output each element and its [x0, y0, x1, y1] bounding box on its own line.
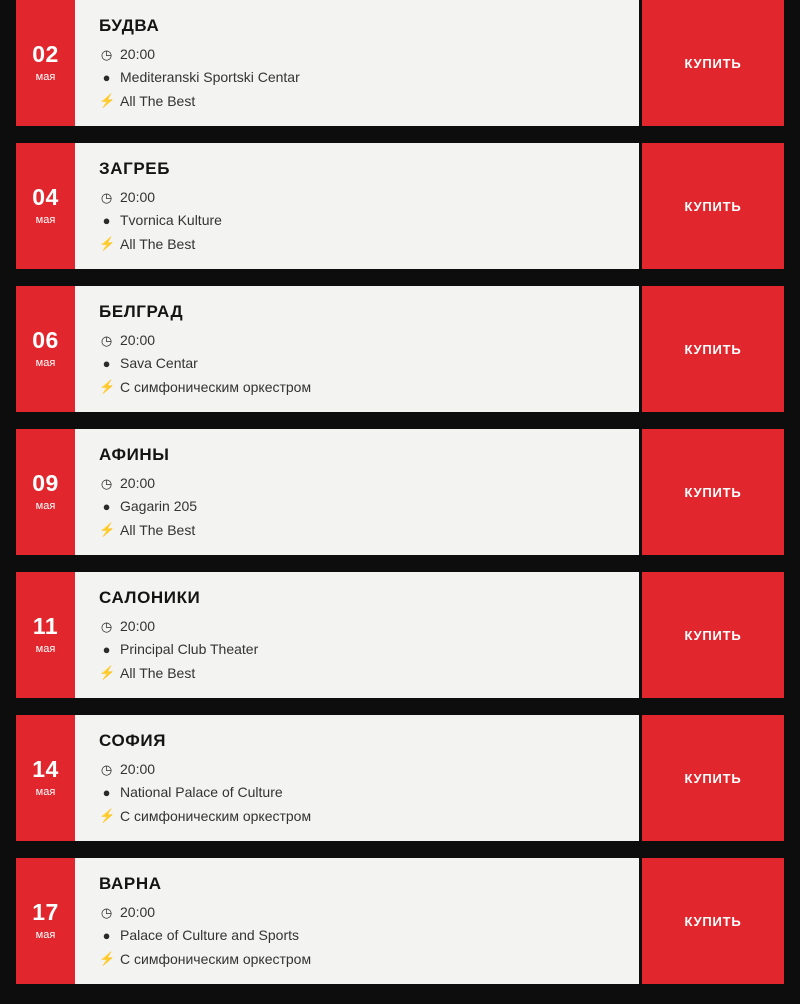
event-info — [75, 858, 639, 984]
event-program: С симфоническим оркестром — [120, 807, 312, 824]
event-day: 04 — [32, 184, 59, 210]
time-icon: ◷ — [100, 46, 113, 62]
event-venue: Sava Centar — [120, 355, 198, 372]
event-venue: Mediteranski Sportski Centar — [120, 69, 300, 86]
event-program: С симфоническим оркестром — [120, 950, 312, 967]
lightning-bolt-icon: ⚡ — [99, 665, 116, 681]
lightning-bolt-icon: ⚡ — [99, 522, 116, 538]
event-day: 06 — [32, 327, 59, 353]
time-icon: ◷ — [100, 618, 113, 634]
event-day: 14 — [32, 756, 59, 782]
event-day: 02 — [32, 41, 59, 67]
location-pin-icon: ● — [102, 212, 111, 228]
event-program: All The Best — [120, 521, 196, 538]
time-icon: ◷ — [100, 761, 113, 777]
event-time: 20:00 — [120, 46, 156, 62]
lightning-bolt-icon: ⚡ — [99, 236, 116, 252]
event-month: мая — [35, 500, 56, 512]
event-time: 20:00 — [120, 189, 156, 205]
event-day: 17 — [32, 899, 59, 925]
event-date-box — [16, 0, 75, 126]
event-program-row — [99, 666, 639, 681]
event-time-row — [99, 619, 639, 634]
event-time-row — [99, 476, 639, 491]
tour-date-row-афины[interactable] — [16, 429, 784, 555]
lightning-bolt-icon: ⚡ — [99, 93, 116, 109]
tour-date-row-будва[interactable] — [16, 0, 784, 126]
event-city: ВАРНА — [99, 874, 162, 893]
event-month: мая — [35, 357, 56, 369]
event-city: БЕЛГРАД — [99, 302, 184, 321]
location-pin-icon: ● — [102, 927, 111, 943]
event-date-box — [16, 572, 75, 698]
event-venue-row — [99, 70, 639, 85]
lightning-bolt-icon: ⚡ — [99, 379, 116, 395]
event-venue: Gagarin 205 — [120, 498, 198, 515]
event-venue-row — [99, 928, 639, 943]
event-date-box — [16, 286, 75, 412]
event-city: ЗАГРЕБ — [99, 159, 171, 178]
event-program: All The Best — [120, 235, 196, 252]
buy-ticket-button[interactable]: КУПИТЬ — [642, 286, 784, 412]
event-time-row — [99, 762, 639, 777]
tour-date-row-загреб[interactable] — [16, 143, 784, 269]
event-info — [75, 572, 639, 698]
time-icon: ◷ — [100, 332, 113, 348]
tour-date-row-софия[interactable] — [16, 715, 784, 841]
event-city: САЛОНИКИ — [99, 588, 201, 607]
event-city: АФИНЫ — [99, 445, 170, 464]
tour-date-row-белград[interactable] — [16, 286, 784, 412]
event-program-row — [99, 809, 639, 824]
event-venue: Tvornica Kulture — [120, 212, 222, 229]
event-date-box — [16, 858, 75, 984]
lightning-bolt-icon: ⚡ — [99, 808, 116, 824]
event-time: 20:00 — [120, 618, 156, 634]
event-date-box — [16, 429, 75, 555]
location-pin-icon: ● — [102, 69, 111, 85]
time-icon: ◷ — [100, 904, 113, 920]
tour-date-row-варна[interactable] — [16, 858, 784, 984]
location-pin-icon: ● — [102, 498, 111, 514]
event-month: мая — [35, 71, 56, 83]
event-city: БУДВА — [99, 16, 160, 35]
buy-ticket-button[interactable]: КУПИТЬ — [642, 858, 784, 984]
buy-ticket-button[interactable]: КУПИТЬ — [642, 572, 784, 698]
event-venue: Palace of Culture and Sports — [120, 927, 299, 944]
event-program-row — [99, 94, 639, 109]
buy-ticket-button[interactable]: КУПИТЬ — [642, 715, 784, 841]
event-info — [75, 0, 639, 126]
event-time-row — [99, 333, 639, 348]
time-icon: ◷ — [100, 189, 113, 205]
event-venue-row — [99, 356, 639, 371]
event-day: 09 — [32, 470, 59, 496]
event-day: 11 — [32, 613, 59, 639]
event-info — [75, 715, 639, 841]
event-venue-row — [99, 785, 639, 800]
event-month: мая — [35, 786, 56, 798]
event-time-row — [99, 47, 639, 62]
event-program-row — [99, 952, 639, 967]
event-time: 20:00 — [120, 332, 156, 348]
event-info — [75, 429, 639, 555]
location-pin-icon: ● — [102, 355, 111, 371]
event-venue-row — [99, 213, 639, 228]
event-date-box — [16, 143, 75, 269]
event-venue-row — [99, 499, 639, 514]
event-venue: Principal Club Theater — [120, 641, 259, 658]
event-time: 20:00 — [120, 761, 156, 777]
event-venue-row — [99, 642, 639, 657]
event-program: All The Best — [120, 664, 196, 681]
event-month: мая — [35, 214, 56, 226]
buy-ticket-button[interactable]: КУПИТЬ — [642, 429, 784, 555]
event-info — [75, 143, 639, 269]
lightning-bolt-icon: ⚡ — [99, 951, 116, 967]
time-icon: ◷ — [100, 475, 113, 491]
event-program-row — [99, 523, 639, 538]
location-pin-icon: ● — [102, 641, 111, 657]
event-program-row — [99, 237, 639, 252]
event-program: С симфоническим оркестром — [120, 378, 312, 395]
event-month: мая — [35, 643, 56, 655]
event-info — [75, 286, 639, 412]
event-time-row — [99, 905, 639, 920]
event-time-row — [99, 190, 639, 205]
location-pin-icon: ● — [102, 784, 111, 800]
event-time: 20:00 — [120, 904, 156, 920]
event-month: мая — [35, 929, 56, 941]
buy-ticket-button[interactable]: КУПИТЬ — [642, 0, 784, 126]
event-program-row — [99, 380, 639, 395]
event-time: 20:00 — [120, 475, 156, 491]
event-city: СОФИЯ — [99, 731, 167, 750]
tour-date-row-салоники[interactable] — [16, 572, 784, 698]
buy-ticket-button[interactable]: КУПИТЬ — [642, 143, 784, 269]
event-date-box — [16, 715, 75, 841]
event-venue: National Palace of Culture — [120, 784, 283, 801]
event-program: All The Best — [120, 92, 196, 109]
